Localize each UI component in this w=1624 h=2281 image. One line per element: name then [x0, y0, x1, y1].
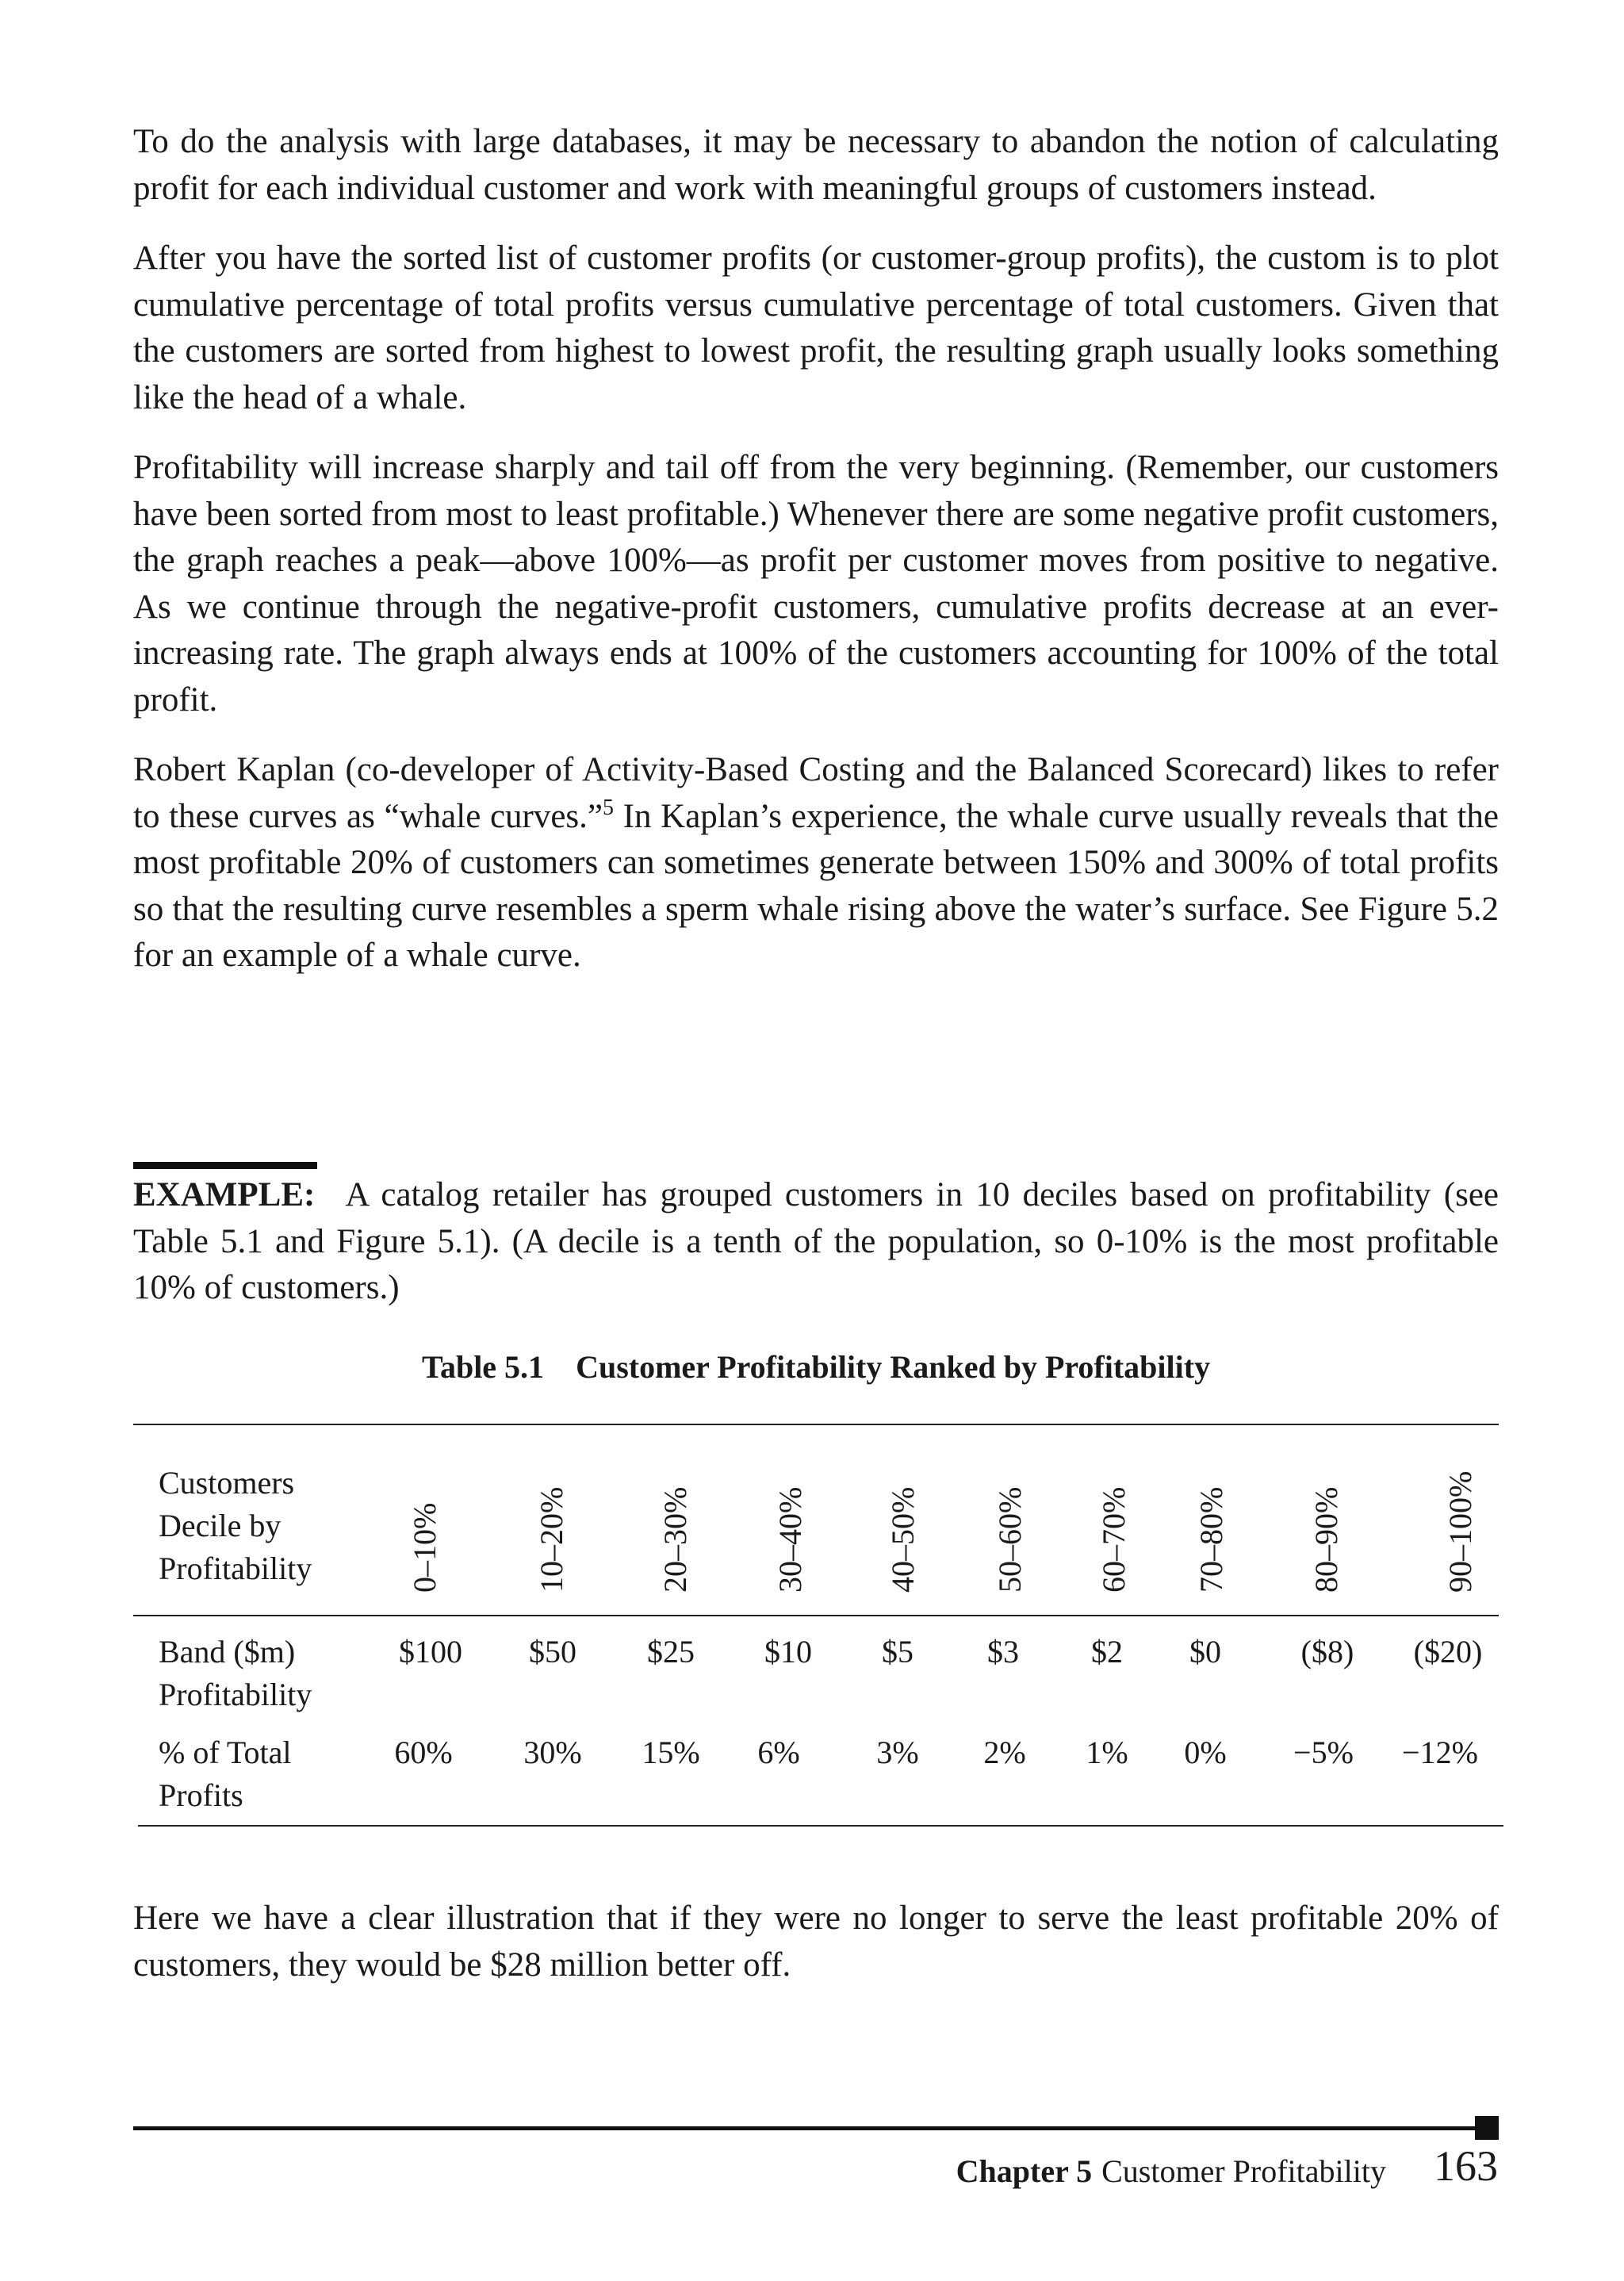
- percent-cell: 1%: [1086, 1735, 1128, 1770]
- percent-cell: 6%: [757, 1735, 800, 1770]
- row-label-percent-line-2: Profits: [159, 1777, 243, 1813]
- percent-cell: 60%: [394, 1735, 453, 1770]
- footer-rule: [133, 2126, 1481, 2130]
- header-label-line-3: Profitability: [159, 1551, 312, 1586]
- table-number: Table 5.1: [421, 1349, 545, 1385]
- decile-header: 60–70%: [1096, 1486, 1132, 1593]
- kaplan-text-before: Robert Kaplan (co-developer of Activity-Based Costing and the Balanced Scorecard) likes to refer to these curves as “whale curves.”: [133, 751, 1499, 835]
- table-title: Customer Profitability Ranked by Profitability: [576, 1349, 1211, 1385]
- page-number: 163: [1434, 2142, 1498, 2190]
- profit-cell: $5: [882, 1634, 914, 1670]
- example-divider: [133, 1162, 317, 1169]
- decile-header: 70–80%: [1193, 1486, 1229, 1593]
- kaplan-text-after: In Kaplan’s experience, the whale curve usually reveals that the most profitable 20% of customers can sometimes generate between 150% and 300% of total profits so that the resulting curve resembles a sperm whale rising above the water’s surface. See Figure 5.2 for an example of a whale curve.: [133, 797, 1499, 974]
- body-text: [133, 119, 1499, 1003]
- paragraph-2: After you have the sorted list of customer profits (or customer-group profits), the custom is to plot cumulative percentage of total profits versus cumulative percentage of total customers. Given that the customers are sorted from highest to lowest profit, the resulting graph usually looks something like the head of a whale.: [133, 240, 1499, 416]
- percent-cell: −5%: [1293, 1735, 1354, 1770]
- row-label-percent-line-1: % of Total: [159, 1735, 292, 1770]
- percent-cell: 0%: [1184, 1735, 1227, 1770]
- row-label-profitability-line-2: Profitability: [159, 1677, 312, 1712]
- profit-cell: $25: [647, 1634, 695, 1670]
- row-label-profitability-line-1: Band ($m): [159, 1634, 296, 1670]
- percent-cell: 3%: [876, 1735, 919, 1770]
- decile-header: 90–100%: [1442, 1470, 1478, 1593]
- paragraph-4: [133, 747, 1499, 979]
- footer-title: Customer Profitability: [1101, 2153, 1386, 2189]
- paragraph-1: To do the analysis with large databases, it may be necessary to abandon the notion of calculating profit for each individual customer and work with meaningful groups of customers instead.: [133, 123, 1499, 207]
- example-text: A catalog retailer has grouped customers in 10 deciles based on profitability (see Table 5.1 and Figure 5.1). (A decile is a tenth of the population, so 0-10% is the most profitable 10% of customers.): [133, 1176, 1499, 1306]
- decile-header: 40–50%: [885, 1486, 921, 1593]
- decile-header: 20–30%: [657, 1486, 693, 1593]
- profit-cell: ($20): [1413, 1634, 1483, 1670]
- percent-cell: −12%: [1402, 1735, 1478, 1770]
- table-top-rule: [133, 1424, 1499, 1425]
- running-footer: [956, 2153, 1386, 2190]
- example-label: EXAMPLE:: [133, 1176, 316, 1213]
- header-label-line-1: Customers: [159, 1465, 295, 1501]
- footer-chapter: Chapter 5: [956, 2153, 1093, 2189]
- profit-cell: $50: [529, 1634, 576, 1670]
- percent-cell: 2%: [983, 1735, 1026, 1770]
- profit-cell: $100: [399, 1634, 462, 1670]
- profit-cell: $3: [987, 1634, 1019, 1670]
- decile-header: 10–20%: [534, 1486, 569, 1593]
- profit-cell: ($8): [1300, 1634, 1354, 1670]
- profit-cell: $2: [1091, 1634, 1123, 1670]
- decile-header: 0–10%: [407, 1502, 442, 1593]
- table-caption: [133, 1348, 1499, 1386]
- profit-cell: $0: [1189, 1634, 1221, 1670]
- footnote-marker: 5: [603, 795, 615, 820]
- percent-cell: 30%: [523, 1735, 582, 1770]
- profit-cell: $10: [764, 1634, 812, 1670]
- header-label-line-2: Decile by: [159, 1508, 282, 1543]
- percent-cell: 15%: [642, 1735, 700, 1770]
- table-header-rule: [133, 1615, 1499, 1616]
- decile-header: 50–60%: [992, 1486, 1028, 1593]
- example-block: [133, 1172, 1499, 1312]
- decile-header: 80–90%: [1308, 1486, 1344, 1593]
- footer-square-icon: [1475, 2116, 1499, 2140]
- decile-header: 30–40%: [772, 1486, 808, 1593]
- conclusion-paragraph: Here we have a clear illustration that if they were no longer to serve the least profitable 20% of customers, they would be $28 million better off.: [133, 1900, 1499, 1984]
- table-bottom-rule: [138, 1825, 1503, 1827]
- paragraph-3: Profitability will increase sharply and tail off from the very beginning. (Remember, our customers have been sorted from most to least profitable.) Whenever there are some negative profit customers, the graph reaches a peak—above 100%—as profit per customer moves from positive to negative. As we continue through the negative-profit customers, cumulative profits decrease at an ever-increasing rate. The graph always ends at 100% of the customers accounting for 100% of the total profit.: [133, 449, 1499, 719]
